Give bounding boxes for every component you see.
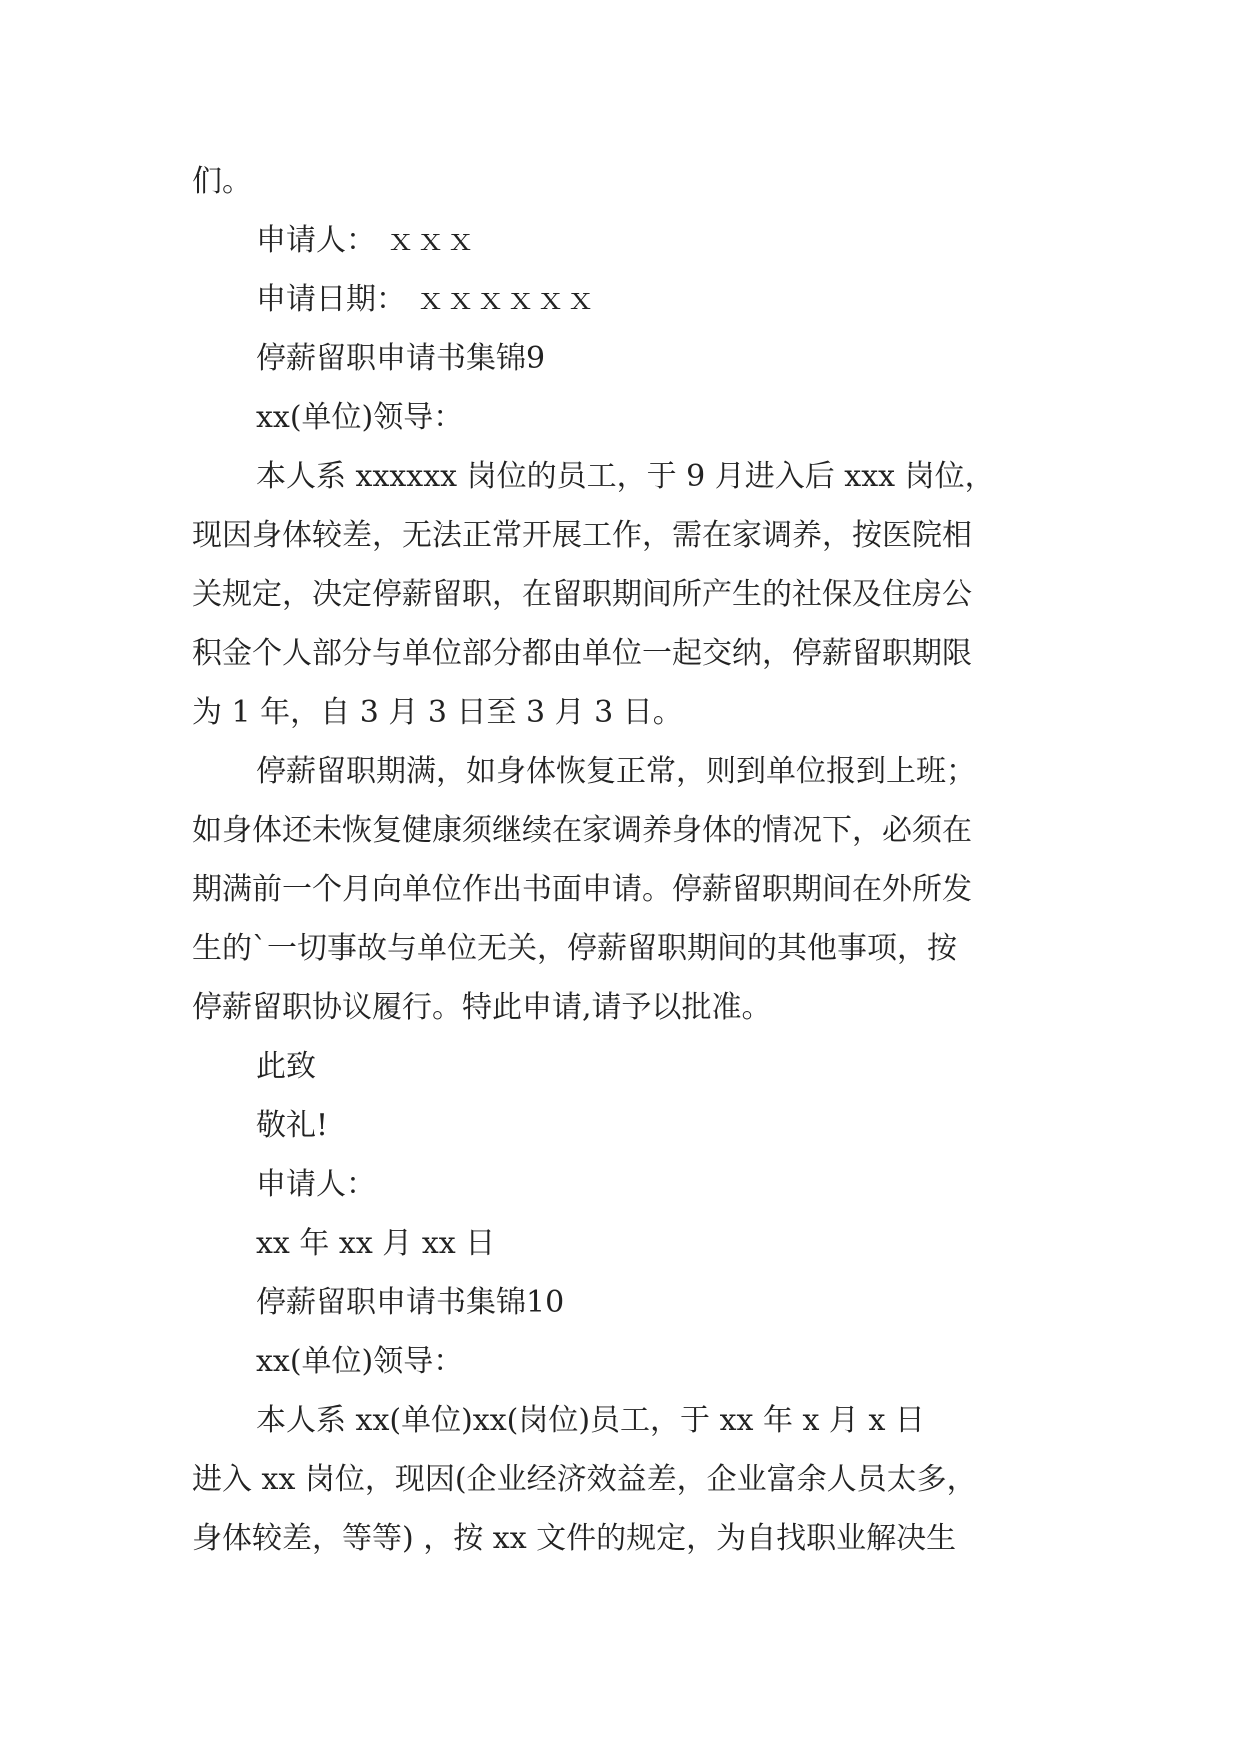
signature-date: xx 年 xx 月 xx 日 [256,1226,496,1261]
paragraph-line: 现因身体较差，无法正常开展工作，需在家调养，按医院相 [192,518,972,553]
paragraph-3 [192,1391,1052,1568]
paragraph-line: 停薪留职期满，如身体恢复正常，则到单位报到上班； [256,754,976,789]
section-title-9: 停薪留职申请书集锦9 [256,341,546,376]
paragraph-line: 本人系 xx(单位)xx(岗位)员工，于 xx 年 x 月 x 日 [256,1403,925,1438]
closing-ci-zhi: 此致 [256,1049,316,1084]
paragraph-line: 积金个人部分与单位部分都由单位一起交纳，停薪留职期限 [192,636,972,671]
paragraph-line: 期满前一个月向单位作出书面申请。停薪留职期间在外所发 [192,872,972,907]
paragraph-line: 身体较差，等等) ，按 xx 文件的规定，为自找职业解决生 [192,1521,957,1556]
paragraph-line: 生的`一切事故与单位无关，停薪留职期间的其他事项，按 [192,931,957,966]
applicant-line: 申请人： ｘｘｘ [256,223,476,258]
salutation-line: xx(单位)领导： [256,400,464,435]
paragraph-1 [192,447,1052,742]
paragraph-line: 停薪留职协议履行。特此申请,请予以批准。 [192,990,772,1025]
paragraph-line: 进入 xx 岗位，现因(企业经济效益差，企业富余人员太多， [192,1462,977,1497]
paragraph-2 [192,742,1052,1037]
application-date-line: 申请日期： ｘｘｘｘｘｘ [256,282,596,317]
paragraph-line: 为 1 年，自 3 月 3 日至 3 月 3 日。 [192,695,683,730]
text-line: 们。 [192,164,252,199]
section-title-10: 停薪留职申请书集锦10 [256,1285,565,1320]
signature-applicant: 申请人： [256,1167,376,1202]
closing-jing-li: 敬礼! [256,1108,329,1143]
paragraph-line: 关规定，决定停薪留职，在留职期间所产生的社保及住房公 [192,577,972,612]
document-page [192,152,1052,1568]
salutation-line: xx(单位)领导： [256,1344,464,1379]
paragraph-line: 本人系 xxxxxx 岗位的员工，于 9 月进入后 xxx 岗位， [256,459,995,494]
paragraph-line: 如身体还未恢复健康须继续在家调养身体的情况下，必须在 [192,813,972,848]
